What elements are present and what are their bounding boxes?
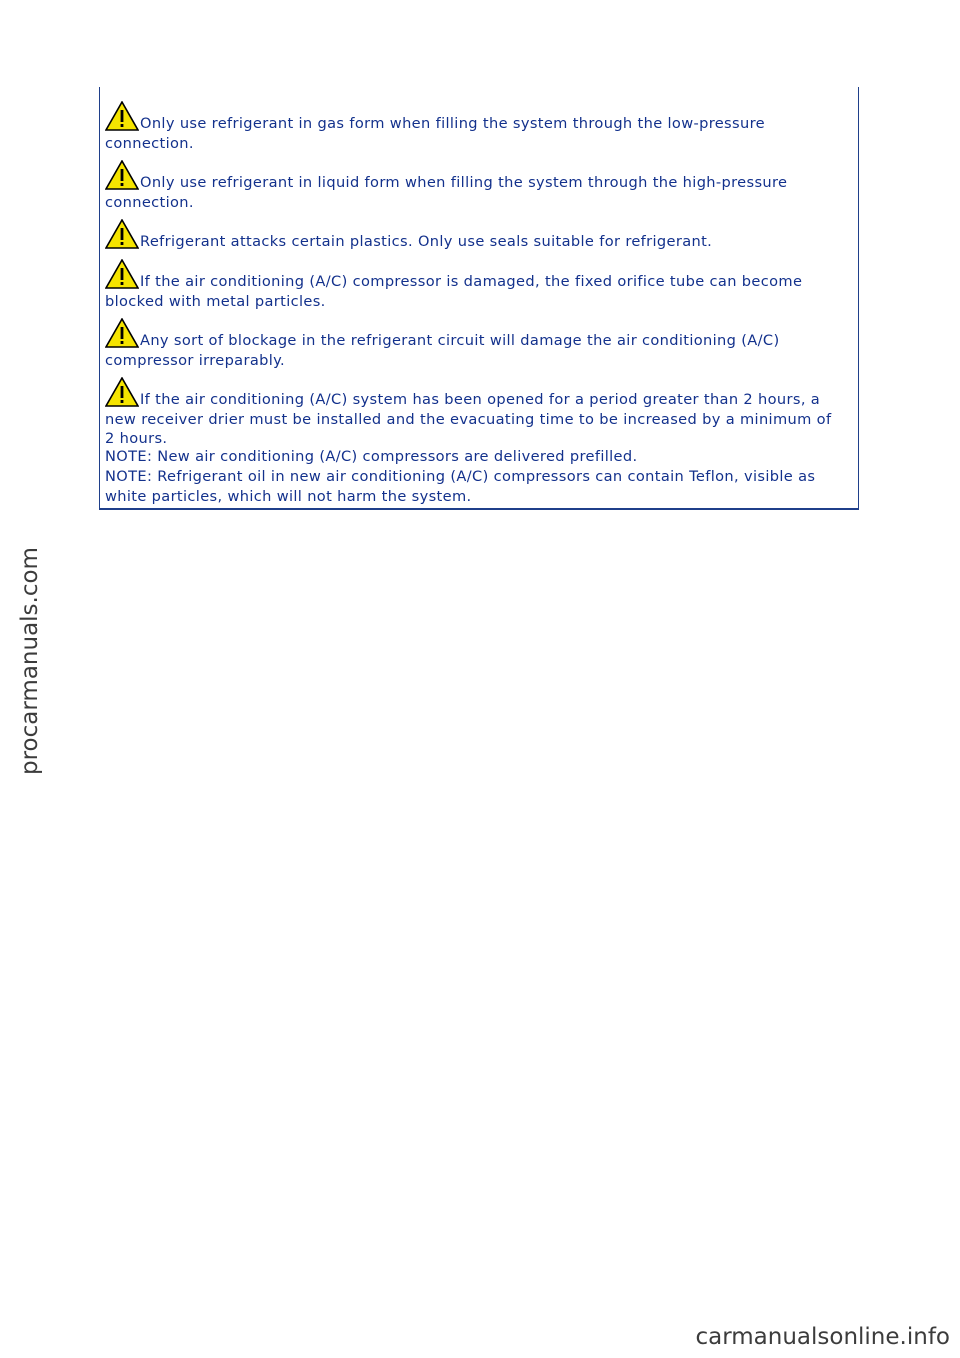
warning-3 — [105, 219, 833, 252]
faint-page-marker — [410, 1300, 490, 1308]
note-1: NOTE: New air conditioning (A/C) compressors are delivered prefilled. — [105, 448, 638, 465]
warning-4 — [105, 259, 833, 311]
warning-triangle-icon — [105, 318, 139, 348]
warning-4-text: If the air conditioning (A/C) compressor is damaged, the fixed orifice tube can become blocked with metal particles. — [105, 273, 803, 310]
warning-2-text: Only use refrigerant in liquid form when filling the system through the high-pressure connection. — [105, 174, 788, 211]
warnings-panel — [99, 87, 859, 510]
warning-6 — [105, 377, 833, 449]
warning-1 — [105, 101, 833, 153]
side-watermark: procarmanuals.com — [17, 547, 43, 775]
note-2: NOTE: Refrigerant oil in new air conditioning (A/C) compressors can contain Teflon, visible as white particles, which will not harm the system. — [105, 468, 816, 505]
warning-5-text: Any sort of blockage in the refrigerant circuit will damage the air conditioning (A/C) compressor irreparably. — [105, 332, 780, 369]
warning-5 — [105, 318, 833, 370]
warning-triangle-icon — [105, 101, 139, 131]
warning-3-text: Refrigerant attacks certain plastics. Only use seals suitable for refrigerant. — [140, 233, 713, 250]
warning-2 — [105, 160, 833, 212]
warning-triangle-icon — [105, 259, 139, 289]
warning-6-text: If the air conditioning (A/C) system has been opened for a period greater than 2 hours, a new receiver drier must be installed and the evacuating time to be increased by a minimum of 2 hours. — [105, 391, 832, 448]
warning-triangle-icon — [105, 377, 139, 407]
warning-triangle-icon — [105, 219, 139, 249]
warning-1-text: Only use refrigerant in gas form when filling the system through the low-pressure connection. — [105, 115, 765, 152]
bottom-watermark: carmanualsonline.info — [695, 1324, 950, 1350]
warning-triangle-icon — [105, 160, 139, 190]
